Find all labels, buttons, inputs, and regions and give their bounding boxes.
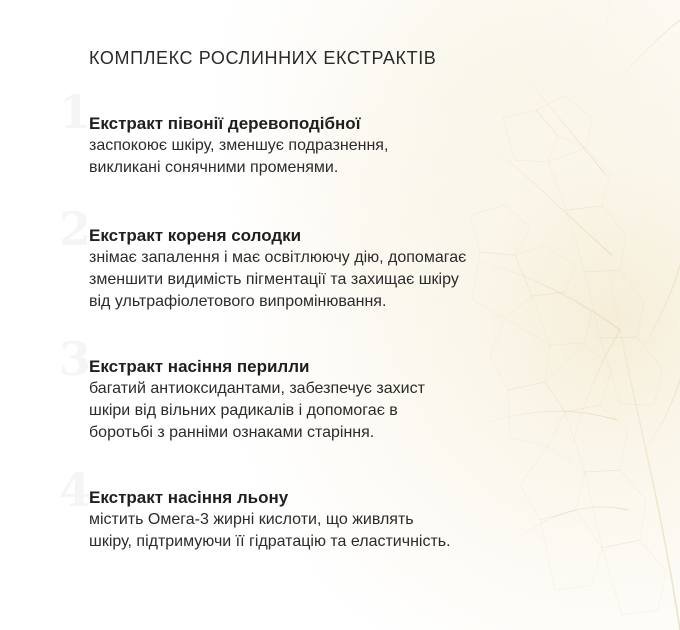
extract-description-peony: заспокоює шкіру, зменшує подразнення, викликані сонячними променями.	[89, 137, 389, 176]
extract-title-flax-seed: Екстракт насіння льону	[89, 488, 289, 507]
extract-description-flax-seed: містить Омега-3 жирні кислоти, що живлять шкіру, підтримуючи її гідратацію та еластичність.	[89, 511, 451, 550]
section-heading: КОМПЛЕКС РОСЛИННИХ ЕКСТРАКТІВ	[89, 48, 437, 68]
extract-title-perilla-seed: Екстракт насіння перилли	[89, 357, 310, 376]
extract-card-flax-seed	[89, 487, 549, 553]
extract-title-licorice-root: Екстракт кореня солодки	[89, 226, 302, 245]
item-number-watermark-4: 4	[59, 463, 92, 517]
item-number-watermark-2: 2	[59, 202, 92, 256]
item-number-watermark-1: 1	[59, 85, 92, 139]
extract-description-licorice-root: знімає запалення і має освітлюючу дію, допомагає зменшити видимість пігментації та захищає шкіру від ультрафіолетового випромінювання.	[89, 249, 467, 310]
extract-description-perilla-seed: багатий антиоксидантами, забезпечує захист шкіри від вільних радикалів і допомогає в боротьбі з ранніми ознаками старіння.	[89, 380, 425, 441]
extract-title-peony: Екстракт півонії деревоподібної	[89, 114, 361, 133]
extract-card-licorice-root	[89, 225, 549, 313]
extract-card-perilla-seed	[89, 356, 549, 444]
extract-card-peony	[89, 113, 549, 179]
item-number-watermark-3: 3	[59, 332, 92, 386]
